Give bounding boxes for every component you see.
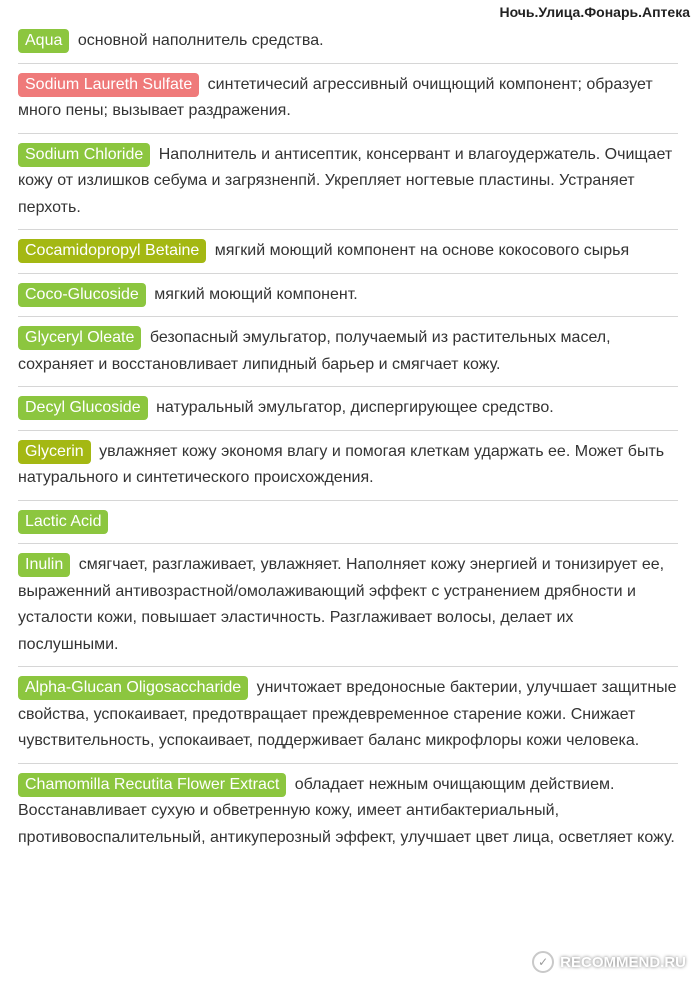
ingredient-tag[interactable]: Glyceryl Oleate	[18, 326, 141, 350]
ingredient-description: натуральный эмульгатор, диспергирующее средство.	[156, 399, 554, 416]
ingredient-description: мягкий моющий компонент на основе кокосового сырья	[214, 242, 630, 259]
ingredient-entry	[18, 395, 678, 431]
ingredient-description: Наполнитель и антисептик, консервант и влагоудержатель. Очищает кожу от излишков себума и загрязненпй. Укрепляет ногтевые пластины. Устраняет перхоть.	[18, 145, 673, 216]
watermark-text: RECOMMEND.RU	[560, 953, 686, 971]
ingredient-entry	[18, 325, 678, 387]
ingredient-tag[interactable]: Sodium Laureth Sulfate	[18, 73, 199, 97]
ingredient-tag[interactable]: Cocamidopropyl Betaine	[18, 239, 206, 263]
ingredient-tag[interactable]: Chamomilla Recutita Flower Extract	[18, 773, 286, 797]
ingredient-entry	[18, 72, 678, 134]
site-caption: Ночь.Улица.Фонарь.Аптека	[499, 4, 690, 20]
ingredient-description: уничтожает вредоносные бактерии, улучшает защитные свойства, успокаивает, предотвращает преждевременное старение кожи. Снижает чувствительность, успокаивает, поддерживает баланс микрофлоры кожи человека.	[18, 679, 677, 749]
ingredient-entry	[18, 282, 678, 318]
ingredient-list	[18, 28, 678, 867]
ingredient-tag[interactable]: Glycerin	[18, 440, 91, 464]
watermark	[532, 951, 686, 973]
thumb-up-icon: ✓	[532, 951, 554, 973]
ingredient-tag[interactable]: Coco-Glucoside	[18, 283, 146, 307]
ingredient-description: увлажняет кожу экономя влагу и помогая клеткам ударжать ее. Может быть натурального и синтетического происхождения.	[18, 442, 665, 486]
ingredient-entry	[18, 552, 678, 667]
ingredient-tag[interactable]: Lactic Acid	[18, 510, 108, 534]
ingredient-entry	[18, 509, 678, 545]
ingredient-tag[interactable]: Inulin	[18, 553, 70, 577]
ingredient-description: безопасный эмульгатор, получаемый из растительных масел, сохраняет и восстановливает липидный барьер и смягчает кожу.	[18, 329, 611, 373]
ingredient-description: синтетичесий агрессивный очищющий компонент; образует много пены; вызывает раздражения.	[18, 75, 653, 119]
ingredient-entry	[18, 439, 678, 501]
ingredient-tag[interactable]: Sodium Chloride	[18, 143, 150, 167]
ingredient-description: смягчает, разглаживает, увлажняет. Наполняет кожу энергией и тонизирует ее, выраженний антивозрастной/омолаживающий эффект с устранением дрябности и усталости кожи, повышает эластичность. Разглаживает волосы, делает их послушными.	[18, 556, 665, 653]
ingredient-description: обладает нежным очищающим действием. Восстанавливает сухую и обветренную кожу, имеет антибактериальный, противовоспалительный, антикуперозный эффект, улучшает цвет лица, осветляет кожу.	[18, 775, 675, 846]
ingredient-tag[interactable]: Decyl Glucoside	[18, 396, 148, 420]
ingredient-entry	[18, 142, 678, 231]
ingredient-entry	[18, 28, 678, 64]
ingredient-entry	[18, 675, 678, 764]
ingredient-tag[interactable]: Aqua	[18, 29, 69, 53]
ingredient-entry	[18, 238, 678, 274]
ingredient-description: мягкий моющий компонент.	[154, 285, 358, 303]
ingredient-description: основной наполнитель средства.	[77, 32, 324, 49]
ingredient-entry	[18, 772, 678, 860]
ingredient-tag[interactable]: Alpha-Glucan Oligosaccharide	[18, 676, 248, 700]
